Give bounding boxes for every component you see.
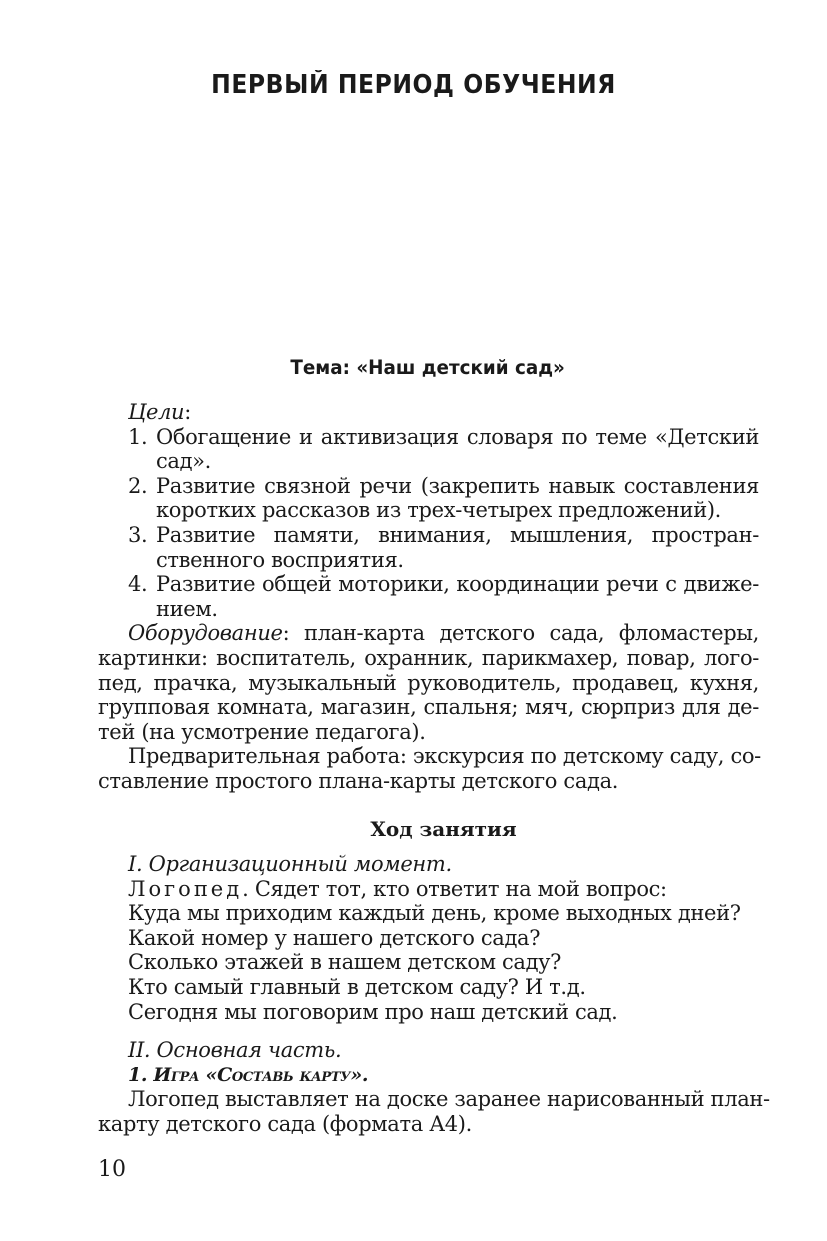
lesson-heading: Ход занятия [370, 817, 517, 841]
goals-colon: : [184, 400, 191, 424]
equipment-line: пед, прачка, музыкальный руководитель, продавец, кухня, [98, 670, 759, 695]
speaker-text: . Сядет тот, кто ответит на мой вопрос: [242, 876, 667, 901]
equipment-line [98, 621, 759, 646]
goal-number: 4. [128, 572, 148, 597]
part2-title: II. Основная часть. [128, 1038, 342, 1062]
goal-item-2 [98, 474, 759, 499]
question-line: Какой номер у нашего детского сада? [128, 925, 541, 950]
part1-section [98, 852, 759, 1024]
goal-text: Развитие общей моторики, координации речи с движе- [156, 572, 759, 597]
page-number: 10 [98, 1157, 126, 1182]
goal-item-4-cont: нием. [156, 596, 218, 621]
equipment-line: картинки: воспитатель, охранник, парикмахер, повар, лого- [98, 645, 759, 670]
goal-item-4 [98, 572, 759, 597]
equipment-line: групповая комната, магазин, спальня; мяч, сюрприз для де- [98, 695, 759, 720]
game-text-line: Логопед выставляет на доске заранее нарисованный план- [128, 1087, 770, 1112]
question-line: Кто самый главный в детском саду? И т.д. [128, 974, 586, 999]
goal-text: Развитие связной речи (закрепить навык составления [156, 473, 759, 498]
goal-item-3-cont: ственного восприятия. [156, 547, 404, 572]
speaker-line [98, 877, 759, 902]
goals-heading [98, 400, 759, 425]
speaker-name: Логопед [128, 876, 243, 901]
goals-label: Цели [128, 400, 185, 424]
goal-item-3 [98, 523, 759, 548]
goal-item-1-cont: сад». [156, 449, 211, 474]
question-line: Сегодня мы поговорим про наш детский сад. [128, 999, 618, 1024]
goals-section [98, 400, 759, 794]
goal-item-2-cont: коротких рассказов из трех-четырех предложений). [156, 498, 722, 523]
part1-title: I. Организационный момент. [128, 852, 452, 876]
preliminary-line: ставление простого плана-карты детского сада. [98, 768, 619, 793]
equipment-line: тей (на усмотрение педагога). [98, 719, 426, 744]
game-text-line: карту детского сада (формата А4). [98, 1111, 472, 1136]
game-title: 1. Игра «Составь карту». [128, 1063, 369, 1086]
goal-text: Обогащение и активизация словаря по теме «Детский [156, 424, 759, 449]
preliminary-line: Предварительная работа: экскурсия по детскому саду, со- [128, 744, 761, 769]
goal-number: 1. [128, 424, 148, 449]
goal-number: 2. [128, 473, 148, 498]
question-line: Сколько этажей в нашем детском саду? [128, 950, 562, 975]
chapter-title: ПЕРВЫЙ ПЕРИОД ОБУЧЕНИЯ [211, 70, 616, 100]
part2-section [98, 1038, 770, 1136]
equipment-text: : план-карта детского сада, фломастеры, [282, 621, 759, 646]
equipment-label: Оборудование [128, 621, 283, 646]
goal-text: Развитие памяти, внимания, мышления, простран- [156, 522, 759, 547]
topic-title: Тема: «Наш детский сад» [290, 356, 565, 379]
goal-number: 3. [128, 522, 148, 547]
goal-item-1 [98, 425, 759, 450]
question-line: Куда мы приходим каждый день, кроме выходных дней? [128, 901, 741, 926]
